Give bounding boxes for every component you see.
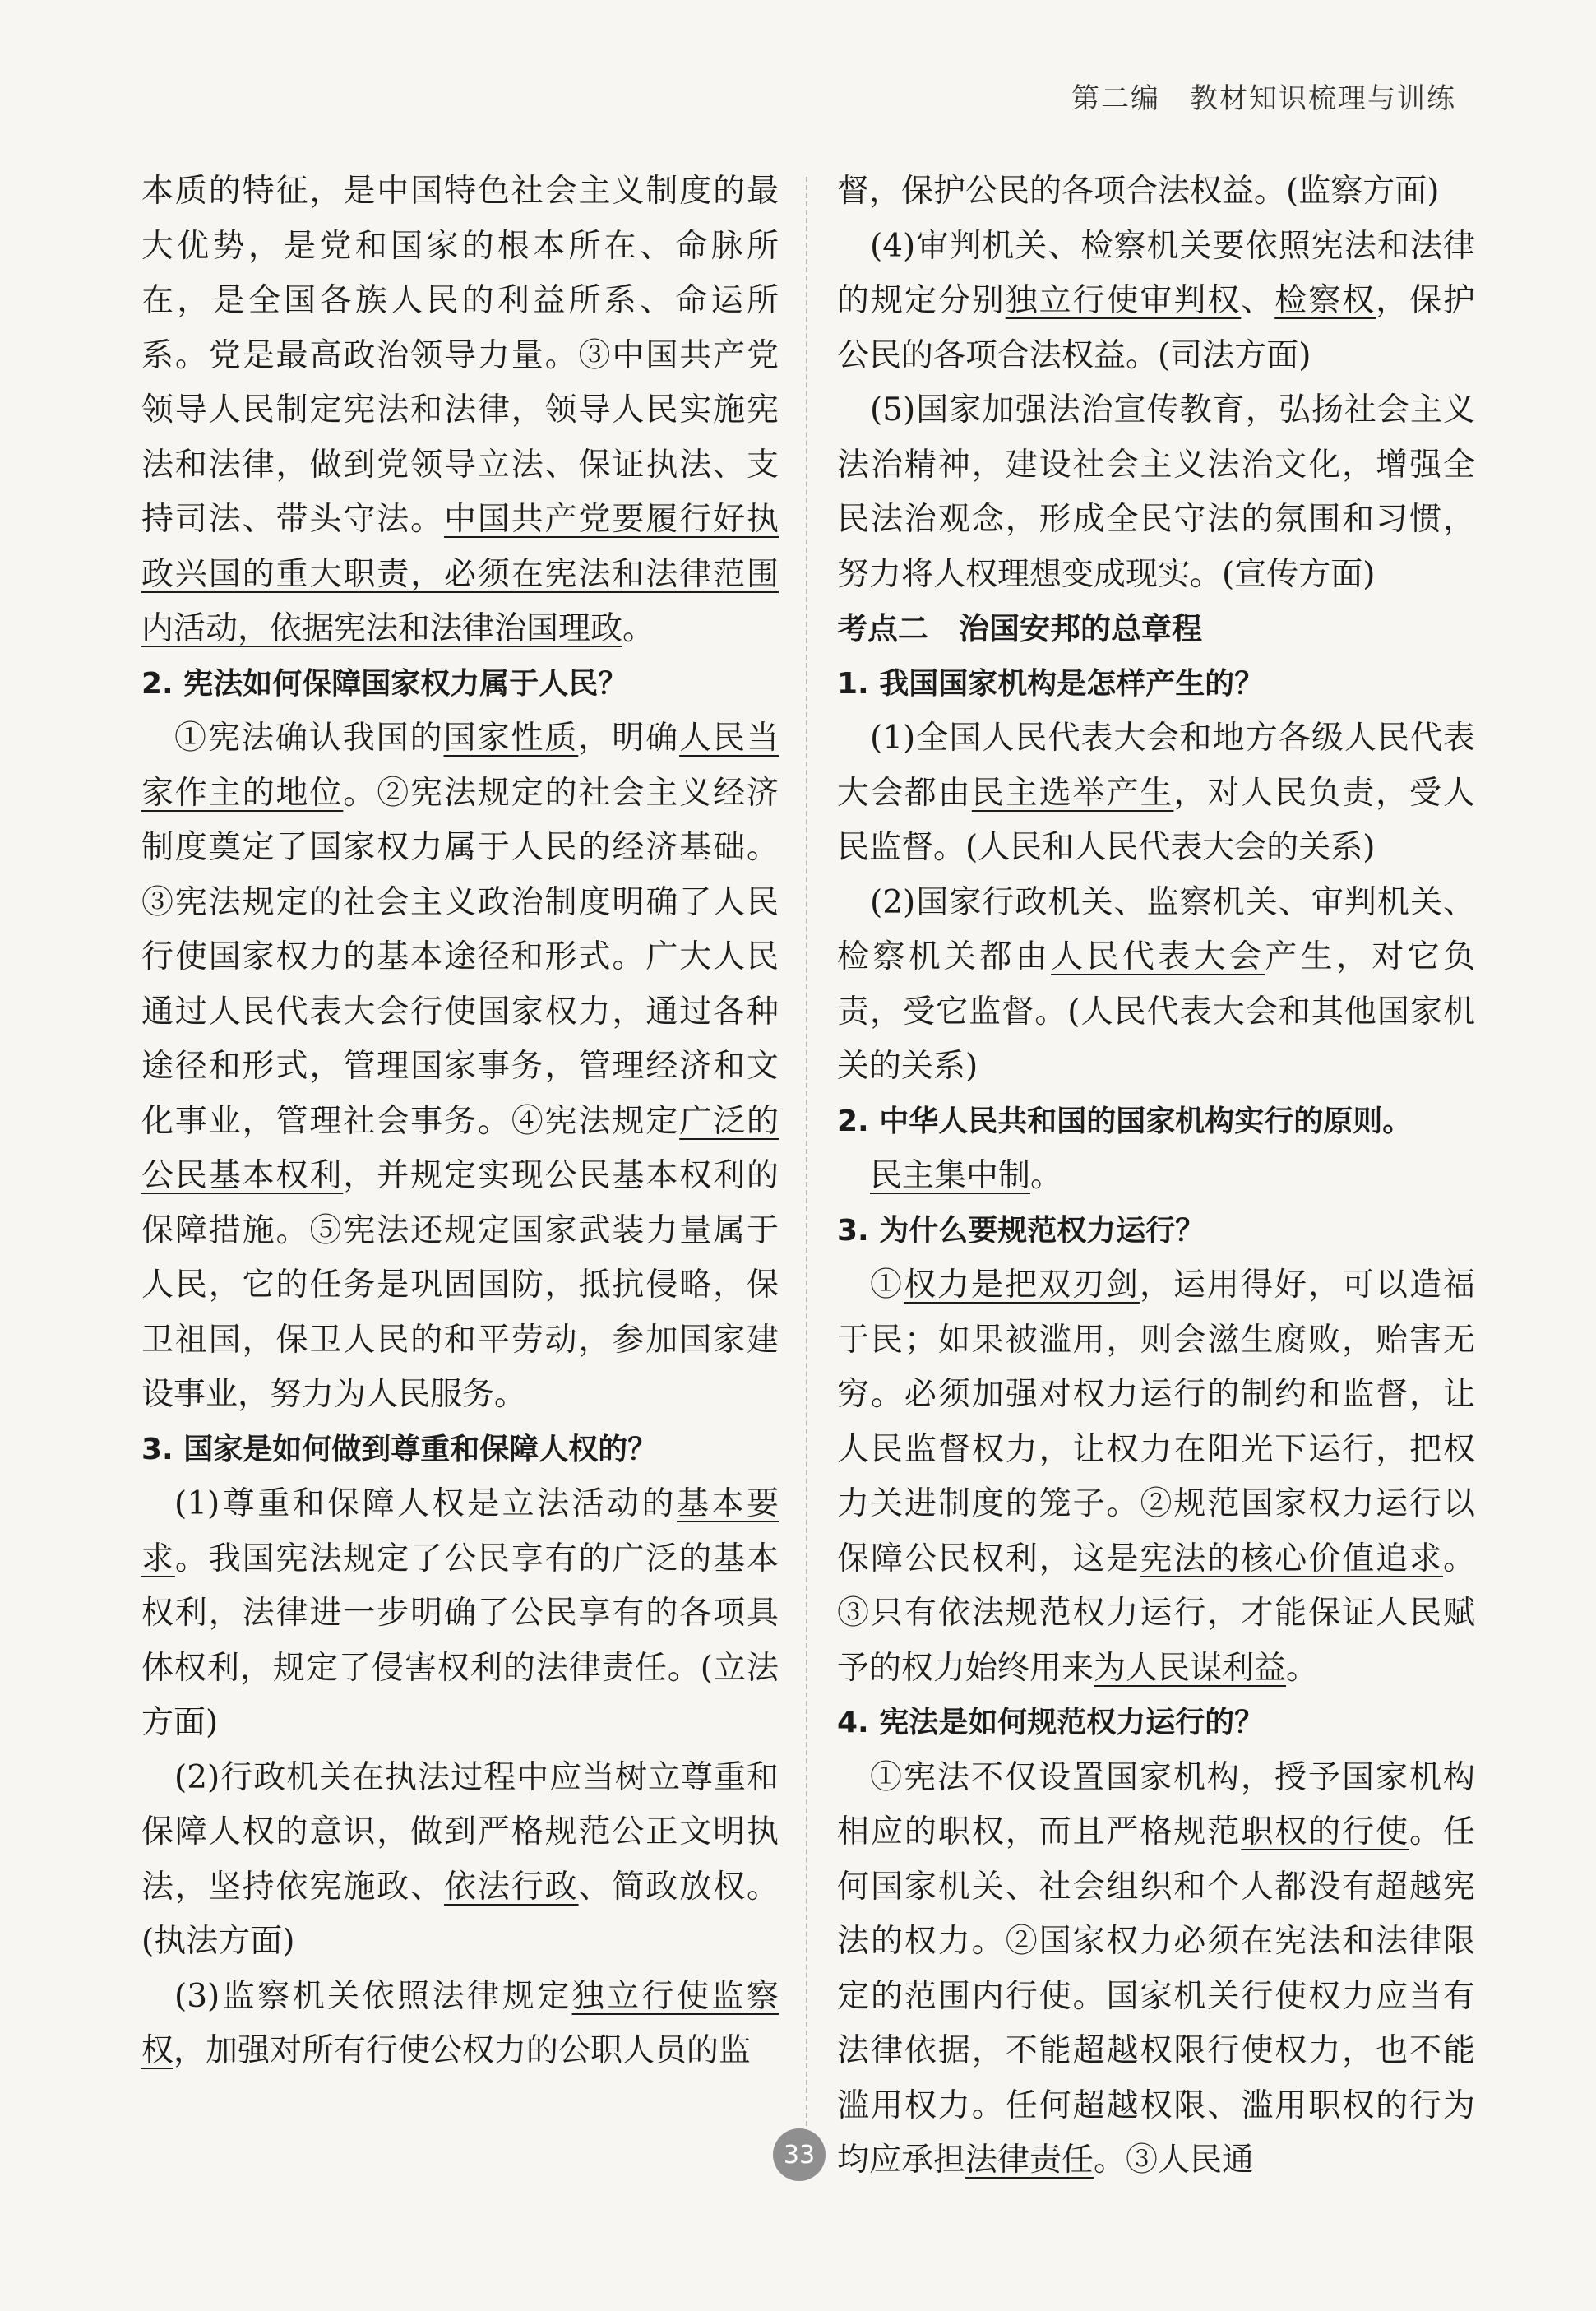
question-heading: 2. 中华人民共和国的国家机构实行的原则。 [837, 1104, 1413, 1138]
text: (4)审判机关、检察机关要依照宪法和法律的规定分别 [837, 227, 1475, 319]
underlined-text: 基本要求 [141, 1485, 779, 1577]
answer-paragraph [141, 1477, 779, 1751]
text: 、 [1241, 282, 1275, 319]
text: 。 [1030, 1157, 1063, 1194]
text: ，明确 [578, 720, 680, 757]
text: ，对人民负责，受人民监督。(人民和人民代表大会的关系) [837, 774, 1475, 866]
section-heading: 考点二 治国安邦的总章程 [837, 611, 1202, 646]
answer-paragraph [141, 1970, 779, 2079]
right-column [837, 164, 1475, 2188]
running-header: 第二编 教材知识梳理与训练 [1071, 82, 1456, 115]
answer-paragraph [837, 711, 1475, 876]
underlined-text: 民主选举产生 [971, 774, 1174, 812]
underlined-text: 依法行政 [443, 1868, 579, 1906]
underlined-text: 民主集中制 [870, 1157, 1031, 1194]
text: ，并规定实现公民基本权利的保障措施。⑤宪法还规定国家武装力量属于人民，它的任务是巩固国防，抵抗侵略，保卫祖国，保卫人民的和平劳动，参加国家建设事业，努力为人民服务。 [141, 1157, 779, 1413]
question-heading: 3. 为什么要规范权力运行？ [837, 1213, 1205, 1248]
answer-paragraph [141, 711, 779, 1423]
text: 。我国宪法规定了公民享有的广泛的基本权利，法律进一步明确了公民享有的各项具体权利，规定了侵害权利的法律责任。(立法方面) [141, 1540, 779, 1741]
answer-paragraph [837, 876, 1475, 1095]
underlined-text: 检察权 [1274, 282, 1376, 319]
question-heading: 2. 宪法如何保障国家权力属于人民？ [141, 666, 628, 701]
text: ①宪法确认我国的 [174, 720, 444, 757]
underlined-text: 为人民谋利益 [1094, 1649, 1287, 1687]
answer-paragraph: (5)国家加强法治宣传教育，弘扬社会主义法治精神，建设社会主义法治文化，增强全民法治观念，形成全民守法的氛围和习惯，努力将人权理想变成现实。(宣传方面) [837, 391, 1475, 593]
underlined-text: 职权的行使 [1241, 1813, 1410, 1850]
underlined-text: 中国共产党要履行好执政兴国的重大职责，必须在宪法和法律范围内活动，依据宪法和法律治国理政 [141, 501, 779, 647]
underlined-text: 国家性质 [443, 720, 579, 757]
paragraph-continued: 督，保护公民的各项合法权益。(监察方面) [837, 173, 1440, 210]
underlined-text: 法律责任 [965, 2142, 1094, 2179]
question-heading: 4. 宪法是如何规范权力运行的？ [837, 1706, 1265, 1739]
text: 、简政放权。(执法方面) [141, 1868, 779, 1960]
underlined-text: 人民代表大会 [1051, 938, 1265, 975]
underlined-text: 人民当家作主的地位 [141, 720, 779, 812]
answer-paragraph [141, 1751, 779, 1970]
left-column [141, 164, 779, 2079]
text: 产生，对它负责，受它监督。(人民代表大会和其他国家机关的关系) [837, 938, 1475, 1085]
text: 。②宪法规定的社会主义经济制度奠定了国家权力属于人民的经济基础。③宪法规定的社会主义政治制度明确了人民行使国家权力的基本途径和形式。广大人民通过人民代表大会行使国家权力，通过各种途径和形式，管理国家事务，管理经济和文化事业，管理社会事务。④宪法规定 [141, 774, 779, 1140]
text: 。③只有依法规范权力运行，才能保证人民赋予的权力始终用来 [837, 1540, 1475, 1687]
text: 。③人民通 [1094, 2142, 1255, 2179]
text: (1)尊重和保障人权是立法活动的 [174, 1485, 678, 1522]
text: 。 [1286, 1649, 1319, 1687]
answer-paragraph [837, 220, 1475, 384]
answer-paragraph [837, 1149, 1475, 1204]
underlined-text: 宪法的核心价值追求 [1140, 1540, 1443, 1577]
text: ，运用得好，可以造福于民；如果被滥用，则会滋生腐败，贻害无穷。必须加强对权力运行的制约和监督，让人民监督权力，让权力在阳光下运行，把权力关进制度的笼子。②规范国家权力运行以保障公民权利，这是 [837, 1267, 1475, 1577]
text: (2)行政机关在执法过程中应当树立尊重和保障人权的意识，做到严格规范公正文明执法，坚持依宪施政、 [141, 1758, 779, 1906]
underlined-text: 独立行使监察权 [141, 1977, 779, 2069]
page-number-badge: 33 [773, 2128, 826, 2181]
answer-paragraph [837, 1751, 1475, 2188]
answer-paragraph [837, 1258, 1475, 1696]
underlined-text: 权力是把双刃剑 [904, 1267, 1140, 1304]
underlined-text: 广泛的公民基本权利 [141, 1102, 779, 1194]
text: ① [870, 1267, 904, 1304]
text: 。任何国家机关、社会组织和个人都没有超越宪法的权力。②国家权力必须在宪法和法律限定的范围内行使。国家机关行使权力应当有法律依据，不能超越权限行使权力，也不能滥用权力。任何超越权限、滥用职权的行为均应承担 [837, 1813, 1475, 2179]
text: (2)国家行政机关、监察机关、审判机关、检察机关都由 [837, 883, 1475, 975]
text: (1)全国人民代表大会和地方各级人民代表大会都由 [837, 720, 1475, 812]
text: ，保护公民的各项合法权益。(司法方面) [837, 282, 1475, 374]
text: 本质的特征，是中国特色社会主义制度的最大优势，是党和国家的根本所在、命脉所在，是全国各族人民的利益所系、命运所系。党是最高政治领导力量。③中国共产党领导人民制定宪法和法律，领导人民实施宪法和法律，做到党领导立法、保证执法、支持司法、带头守法。 [141, 173, 779, 538]
paragraph-continued [141, 164, 779, 657]
text: ①宪法不仅设置国家机构，授予国家机构相应的职权，而且严格规范 [837, 1758, 1475, 1850]
text: (3)监察机关依照法律规定 [174, 1977, 572, 2015]
question-heading: 1. 我国国家机构是怎样产生的？ [837, 666, 1265, 701]
question-heading: 3. 国家是如何做到尊重和保障人权的？ [141, 1432, 658, 1466]
text: ，加强对所有行使公权力的公职人员的监 [173, 2032, 752, 2069]
text: 。 [622, 610, 655, 647]
underlined-text: 独立行使审判权 [1005, 282, 1242, 319]
column-divider [806, 177, 807, 2134]
